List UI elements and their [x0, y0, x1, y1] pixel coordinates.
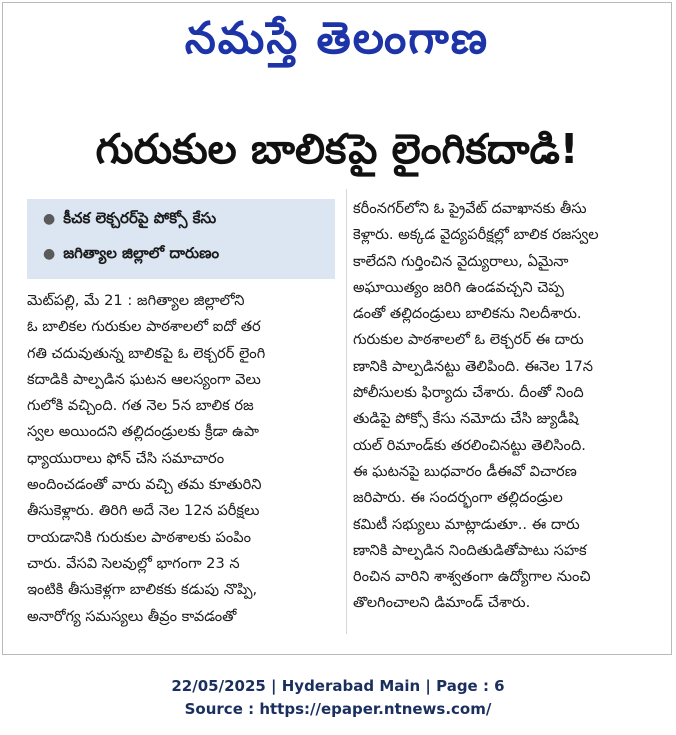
- article-line: ధ్యాయురాలు ఫోన్ చేసి సమాచారం: [27, 449, 225, 467]
- article-line: ఈ ఘటనపై బుధవారం డీఈవో విచారణ: [353, 462, 577, 480]
- article-line: తొలగించాలని డిమాండ్ చేశారు.: [353, 594, 531, 612]
- subhead-text: కీచక లెక్చరర్‌పై పోక్సో కేసు: [63, 209, 217, 227]
- article-line: యల్ రిమాండ్‌కు తరలించినట్టు తెలిసింది.: [353, 436, 586, 454]
- article-line: కమిటీ సభ్యులు మాట్లాడుతూ.. ఈ దారు: [353, 515, 580, 533]
- article-line: ణానికి పాల్పడినట్టు తెలిపింది. ఈనెల 17న: [353, 357, 594, 375]
- article-line: పోలీసులకు ఫిర్యాదు చేశారు. దీంతో నింది: [353, 384, 584, 402]
- article-line: గురుకుల పాఠశాలలో ఓ లెక్చరర్ ఈ దారు: [353, 331, 584, 349]
- article-line: తుడిపై పోక్సో కేసు నమోదు చేసి జ్యుడీషి: [353, 410, 579, 428]
- column-divider: [346, 189, 347, 634]
- subhead-box: [27, 199, 335, 279]
- article-line: ఓ బాలికల గురుకుల పాఠశాలలో ఐదో తర: [27, 318, 261, 336]
- article-line: కదాడికి పాల్పడిన ఘటన ఆలస్యంగా వెలు: [27, 370, 261, 388]
- subhead-text: జగిత్యాల జిల్లాలో దారుణం: [63, 244, 220, 262]
- article-line: రించిన వారిని శాశ్వతంగా ఉద్యోగాల నుంచి: [353, 568, 591, 586]
- article-headline: గురుకుల బాలికపై లైంగికదాడి!: [95, 125, 579, 173]
- article-line: ఇంటికి తీసుకెళ్లగా బాలికకు కడుపు నొప్పి,: [27, 581, 258, 599]
- footer-date-edition: 22/05/2025 | Hyderabad Main | Page : 6: [171, 677, 505, 695]
- article-line: అఘాయిత్యం జరిగి ఉండవచ్చని చెప్ప: [353, 278, 564, 296]
- footer-source: Source : https://epaper.ntnews.com/: [184, 700, 492, 718]
- article-line: తీసుకెళ్లారు. తిరిగి అదే నెల 12న పరీక్షలు: [27, 502, 260, 520]
- article-line: అనారోగ్య సమస్యలు తీవ్రం కావడంతో: [27, 607, 237, 625]
- subhead-item: [43, 209, 216, 231]
- article-line: మెట్‌పల్లి, మే 21 : జగిత్యాల జిల్లాలోని: [27, 292, 245, 309]
- article-column-left: [27, 288, 339, 630]
- article-line: ణానికి పాల్పడిన నిందితుడితోపాటు సహక: [353, 541, 587, 559]
- article-line: కాలేదని గుర్తించిన వైద్యురాలు, ఏమైనా: [353, 252, 569, 270]
- article-line: కరీంనగర్‌లోని ఓ ప్రైవేట్ దవాఖానకు తీసు: [353, 200, 587, 217]
- subhead-item: [43, 244, 219, 266]
- article-column-right: [353, 196, 659, 617]
- newspaper-masthead: నమస్తే తెలంగాణ: [184, 13, 490, 64]
- bullet-icon: ●: [43, 211, 56, 227]
- article-line: డంతో తల్లిదండ్రులు బాలికను నిలదీశారు.: [353, 305, 582, 323]
- article-line: రాయడానికి గురుకుల పాఠశాలకు పంపిం: [27, 528, 252, 546]
- bullet-icon: ●: [43, 246, 56, 262]
- article-line: కెళ్లారు. అక్కడ వైద్యపరీక్షల్లో బాలిక రజస్వల: [353, 226, 599, 244]
- news-clipping: [2, 2, 672, 655]
- article-line: గతి చదువుతున్న బాలికపై ఓ లెక్చరర్ లైంగి: [27, 344, 266, 362]
- article-line: చారు. వేసవి సెలవుల్లో భాగంగా 23 న: [27, 554, 240, 572]
- article-line: గులోకి వచ్చింది. గత నెల 5న బాలిక రజ: [27, 397, 254, 415]
- article-line: అందించడంతో వారు వచ్చి తమ కూతురిని: [27, 476, 262, 494]
- article-line: స్వల అయిందని తల్లిదండ్రులకు క్రీడా ఉపా: [27, 423, 259, 441]
- article-line: జరిపారు. ఈ సందర్భంగా తల్లిదండ్రుల: [353, 489, 563, 507]
